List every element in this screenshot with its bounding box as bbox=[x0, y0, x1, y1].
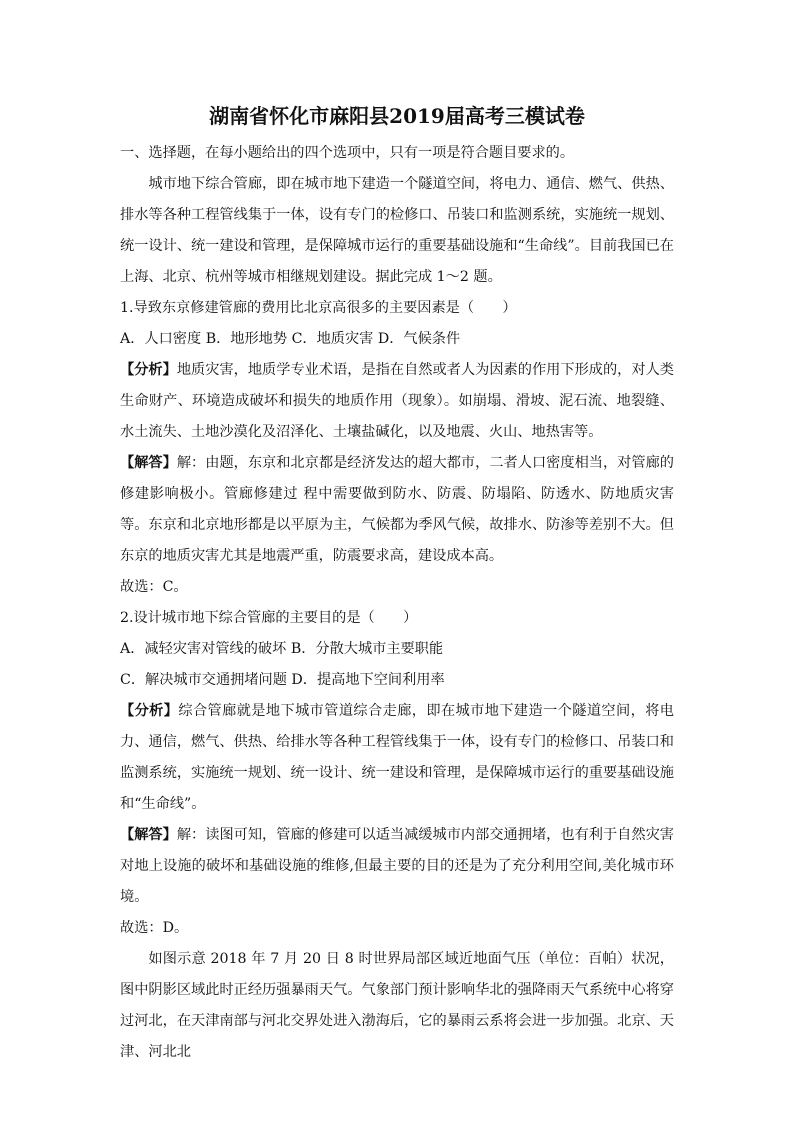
answer-label: 【解答】 bbox=[120, 455, 177, 471]
analysis-text: 综合管廊就是地下城市管道综合走廊，即在城市地下建造一个隧道空间，将电力、通信，燃气、供热、给排水等各种工程管线集于一体，设有专门的检修口、吊装口和监测系统，实施统一规划、统一设计、统一建设和管理，是保障城市运行的重要基础设施和“生命线”。 bbox=[120, 703, 674, 812]
passage-2: 如图示意 2018 年 7 月 20 日 8 时世界局部区域近地面气压（单位：百帕）状况，图中阴影区域此时正经历强暴雨天气。气象部门预计影响华北的强降雨天气系统中心将穿过河北，在天津南部与河北交界处进入渤海后，它的暴雨云系将会进一步加强。北京、天津、河北北 bbox=[120, 951, 674, 1060]
question-2-choice: 故选：D。 bbox=[120, 920, 189, 936]
answer-label: 【解答】 bbox=[120, 827, 177, 843]
section-intro: 一、选择题，在每小题给出的四个选项中，只有一项是符合题目要求的。 bbox=[120, 145, 575, 161]
question-2-answer bbox=[120, 820, 674, 913]
question-2-options-ab: A．减轻灾害对管线的破坏 B．分散大城市主要职能 bbox=[120, 641, 444, 657]
analysis-text: 地质灾害，地质学专业术语，是指在自然或者人为因素的作用下形成的，对人类生命财产、环境造成破坏和损失的地质作用（现象）。如崩塌、滑坡、泥石流、地裂缝、水土流失、土地沙漠化及沼泽化、土壤盐碱化，以及地震、火山、地热害等。 bbox=[120, 362, 674, 440]
question-1-answer bbox=[120, 448, 674, 572]
question-2-analysis bbox=[120, 696, 674, 820]
question-1-stem: 1.导致东京修建管廊的费用比北京高很多的主要因素是（ ） bbox=[120, 300, 517, 316]
question-2-stem: 2.设计城市地下综合管廊的主要目的是（ ） bbox=[120, 610, 418, 626]
answer-text: 解：读图可知，管廊的修建可以适当减缓城市内部交通拥堵，也有利于自然灾害对地上设施的破坏和基础设施的维修,但最主要的目的还是为了充分利用空间,美化城市环境。 bbox=[120, 827, 674, 905]
analysis-label: 【分析】 bbox=[120, 362, 177, 378]
answer-text: 解：由题，东京和北京都是经济发达的超大都市，二者人口密度相当，对管廊的修建影响极小。管廊修建过 程中需要做到防水、防震、防塌陷、防透水、防地质灾害等。东京和北京地形都是以平原为主，气候都为季风气候，故排水、防渗等差别不大。但东京的地质灾害尤其是地震严重，防震要求高，建设成本高。 bbox=[120, 455, 674, 564]
passage-1: 城市地下综合管廊，即在城市地下建造一个隧道空间，将电力、通信、燃气、供热、排水等各种工程管线集于一体，设有专门的检修口、吊装口和监测系统，实施统一规划、统一设计、统一建设和管理，是保障城市运行的重要基础设施和“生命线”。目前我国已在上海、北京、杭州等城市相继规划建设。据此完成 1～2 题。 bbox=[120, 176, 674, 285]
page-title: 湖南省怀化市麻阳县2019届高考三模试卷 bbox=[209, 104, 585, 128]
question-1-options: A．人口密度 B．地形地势 C．地质灾害 D．气候条件 bbox=[120, 331, 461, 347]
question-2-options-cd: C．解决城市交通拥堵问题 D．提高地下空间利用率 bbox=[120, 672, 445, 688]
analysis-label: 【分析】 bbox=[120, 703, 179, 719]
question-1-analysis bbox=[120, 355, 674, 448]
question-1-choice: 故选：C。 bbox=[120, 579, 188, 595]
